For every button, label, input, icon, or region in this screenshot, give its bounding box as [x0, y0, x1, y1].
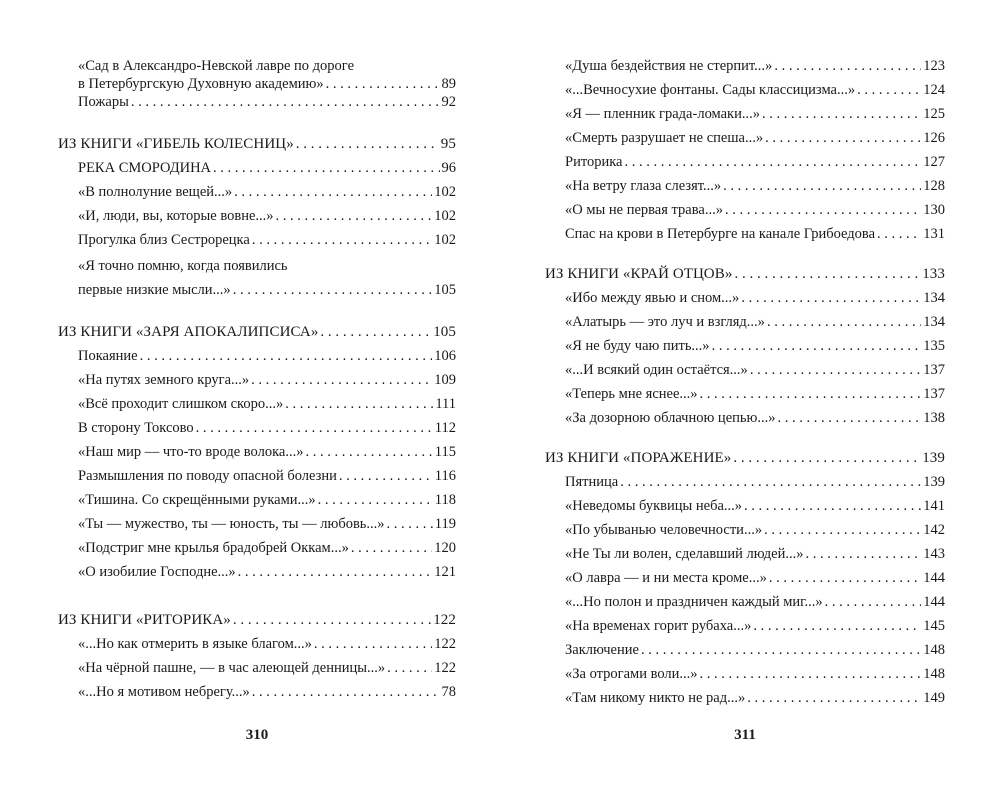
toc-entry-title: «...И всякий один остаётся...» [565, 362, 748, 378]
toc-entry-page: 112 [434, 420, 456, 436]
toc-entry[interactable] [545, 153, 945, 171]
toc-entry[interactable] [58, 515, 456, 533]
toc-entry-page: 96 [441, 160, 456, 176]
toc-entry[interactable] [58, 207, 456, 225]
toc-entry[interactable] [58, 491, 456, 509]
toc-entry-page: 109 [434, 372, 456, 388]
toc-entry-title: Пожары [78, 94, 129, 110]
toc-entry-title: «В полнолуние вещей...» [78, 184, 233, 200]
toc-entry-page: 145 [923, 618, 945, 634]
toc-entry[interactable] [545, 545, 945, 563]
toc-section-heading[interactable] [58, 611, 456, 629]
toc-entry-page: 137 [923, 362, 945, 378]
toc-entry-page: 141 [923, 498, 945, 514]
toc-entry-page: 124 [923, 82, 945, 98]
toc-entry-page: 102 [434, 232, 456, 248]
dot-leader [777, 409, 921, 427]
toc-entry-page: 106 [434, 348, 456, 364]
toc-entry[interactable] [58, 563, 456, 581]
dot-leader [326, 75, 440, 93]
toc-entry[interactable] [545, 409, 945, 427]
section-title: ИЗ КНИГИ «РИТОРИКА» [58, 612, 231, 628]
dot-leader [314, 635, 432, 653]
toc-entry[interactable] [545, 81, 945, 99]
dot-leader [741, 289, 921, 307]
section-title: ИЗ КНИГИ «ЗАРЯ АПОКАЛИПСИСА» [58, 324, 319, 340]
toc-entry-page: 120 [434, 540, 456, 556]
toc-entry-title: «О мы не первая трава...» [565, 202, 723, 218]
page-number: 311 [734, 727, 756, 743]
toc-section-heading[interactable] [58, 135, 456, 153]
toc-entry[interactable] [545, 57, 945, 75]
toc-entry-title: «Смерть разрушает не спеша...» [565, 130, 764, 146]
toc-entry-page: 92 [441, 94, 456, 110]
dot-leader [233, 611, 431, 629]
toc-entry-page: 148 [923, 642, 945, 658]
toc-entry-title: в Петербургскую Духовную академию» [78, 76, 324, 92]
toc-entry-page: 122 [434, 660, 456, 676]
toc-entry-page: 102 [434, 184, 456, 200]
toc-entry-page: 135 [923, 338, 945, 354]
dot-leader [700, 665, 922, 683]
toc-section-heading[interactable] [58, 323, 456, 341]
toc-entry-page: 139 [923, 474, 945, 490]
toc-entry-title: «На путях земного круга...» [78, 372, 250, 388]
dot-leader [620, 473, 921, 491]
dot-leader [276, 207, 433, 225]
toc-entry[interactable] [58, 443, 456, 461]
toc-entry[interactable] [545, 385, 945, 403]
toc-entry-page: 123 [923, 58, 945, 74]
dot-leader [140, 347, 433, 365]
toc-entry-page: 119 [434, 516, 456, 532]
toc-entry-title: Прогулка близ Сестрорецка [78, 232, 250, 248]
toc-entry-title: «И, люди, вы, которые вовне...» [78, 208, 274, 224]
dot-leader [351, 539, 432, 557]
dot-leader [712, 337, 922, 355]
toc-entry-page: 134 [923, 290, 945, 306]
toc-entry-title: «Не Ты ли волен, сделавший людей...» [565, 546, 804, 562]
toc-entry-title: Пятница [565, 474, 619, 490]
toc-entry-page: 144 [923, 594, 945, 610]
dot-leader [723, 177, 921, 195]
toc-entry-title: «Алатырь — это луч и взгляд...» [565, 314, 765, 330]
toc-entry-page: 102 [434, 208, 456, 224]
toc-entry-page: 148 [923, 666, 945, 682]
toc-entry[interactable] [58, 159, 456, 177]
dot-leader [700, 385, 922, 403]
toc-entry-page: 111 [435, 396, 456, 412]
toc-entry-title: «Я — пленник града-ломаки...» [565, 106, 760, 122]
toc-entry-page: 121 [434, 564, 456, 580]
dot-leader [339, 467, 433, 485]
dot-leader [762, 105, 921, 123]
toc-entry-title: Покаяние [78, 348, 138, 364]
toc-entry-page: 138 [923, 410, 945, 426]
dot-leader [320, 323, 431, 341]
toc-entry[interactable] [545, 617, 945, 635]
toc-entry-title: «Неведомы буквицы неба...» [565, 498, 743, 514]
toc-section-heading[interactable] [545, 449, 945, 467]
toc-entry-page: 118 [434, 492, 456, 508]
toc-entry[interactable] [545, 177, 945, 195]
dot-leader [765, 129, 921, 147]
toc-entry[interactable] [545, 105, 945, 123]
toc-entry-page: 89 [441, 76, 456, 92]
dot-leader [318, 491, 433, 509]
toc-entry-title: «...Но как отмерить в языке благом...» [78, 636, 312, 652]
toc-entry-title: «На ветру глаза слезят...» [565, 178, 722, 194]
toc-entry[interactable] [545, 289, 945, 307]
toc-entry-page: 142 [923, 522, 945, 538]
dot-leader [733, 449, 920, 467]
dot-leader [747, 689, 921, 707]
toc-entry[interactable] [58, 467, 456, 485]
dot-leader [387, 515, 433, 533]
toc-entry-title: «На временах горит рубаха...» [565, 618, 752, 634]
toc-entry-page: 127 [923, 154, 945, 170]
section-title: ИЗ КНИГИ «ГИБЕЛЬ КОЛЕСНИЦ» [58, 136, 294, 152]
toc-entry[interactable] [545, 641, 945, 659]
toc-entry-title: РЕКА СМОРОДИНА [78, 160, 212, 176]
toc-entry[interactable] [545, 361, 945, 379]
toc-entry-title: Спас на крови в Петербурге на канале Грибоедова [565, 226, 876, 242]
toc-entry[interactable] [58, 281, 456, 299]
toc-entry-title: «Ибо между явью и сном...» [565, 290, 740, 306]
dot-leader [305, 443, 432, 461]
toc-entry-wrap-line [58, 257, 456, 275]
dot-leader [825, 593, 922, 611]
toc-entry[interactable] [545, 201, 945, 219]
toc-entry-title: Риторика [565, 154, 623, 170]
toc-entry-page: 122 [434, 636, 456, 652]
dot-leader [750, 361, 921, 379]
toc-entry[interactable] [58, 395, 456, 413]
section-page: 139 [922, 450, 945, 466]
toc-entry-page: 128 [923, 178, 945, 194]
toc-entry-page: 143 [923, 546, 945, 562]
dot-leader [753, 617, 921, 635]
toc-entry-title: «...Но я мотивом небрегу...» [78, 684, 250, 700]
dot-leader [387, 659, 432, 677]
toc-entry-title: «Я не буду чаю пить...» [565, 338, 710, 354]
toc-entry-title: «Там никому никто не рад...» [565, 690, 746, 706]
toc-entry[interactable] [58, 231, 456, 249]
section-title: ИЗ КНИГИ «КРАЙ ОТЦОВ» [545, 266, 733, 282]
section-page: 133 [922, 266, 945, 282]
toc-entry[interactable] [58, 371, 456, 389]
section-page: 95 [440, 136, 456, 152]
toc-entry-title: «...Но полон и праздничен каждый миг...» [565, 594, 823, 610]
toc-entry-title: «Теперь мне яснее...» [565, 386, 698, 402]
toc-entry-page: 149 [923, 690, 945, 706]
toc-entry-page: 126 [923, 130, 945, 146]
dot-leader [857, 81, 921, 99]
dot-leader [744, 497, 921, 515]
toc-entry-title: «О изобилие Господне...» [78, 564, 236, 580]
dot-leader [769, 569, 921, 587]
toc-entry-page: 116 [434, 468, 456, 484]
toc-entry-title: «По убыванью человечности...» [565, 522, 763, 538]
section-page: 105 [433, 324, 456, 340]
toc-entry[interactable] [545, 521, 945, 539]
toc-entry[interactable] [58, 75, 456, 93]
dot-leader [234, 183, 432, 201]
toc-entry[interactable] [545, 337, 945, 355]
dot-leader [285, 395, 433, 413]
toc-entry-title: «Всё проходит слишком скоро...» [78, 396, 284, 412]
dot-leader [296, 135, 439, 153]
toc-entry-wrap-line [58, 57, 456, 75]
toc-entry-title: «Душа бездействия не стерпит...» [565, 58, 773, 74]
dot-leader [774, 57, 921, 75]
toc-entry[interactable] [545, 473, 945, 491]
toc-entry-title: «О лавра — и ни места кроме...» [565, 570, 767, 586]
dot-leader [251, 371, 432, 389]
toc-entry-title: «За дозорною облачною цепью...» [565, 410, 776, 426]
toc-entry[interactable] [58, 659, 456, 677]
toc-entry-page: 115 [434, 444, 456, 460]
dot-leader [213, 159, 439, 177]
toc-entry[interactable] [58, 539, 456, 557]
dot-leader [734, 265, 920, 283]
toc-entry-title: «За отрогами воли...» [565, 666, 698, 682]
toc-entry-title: Размышления по поводу опасной болезни [78, 468, 337, 484]
toc-entry-title-line1: «Сад в Александро-Невской лавре по дороге [78, 58, 355, 74]
section-title: ИЗ КНИГИ «ПОРАЖЕНИЕ» [545, 450, 732, 466]
toc-entry[interactable] [545, 225, 945, 243]
toc-entry[interactable] [545, 593, 945, 611]
toc-section-heading[interactable] [545, 265, 945, 283]
toc-entry[interactable] [58, 93, 456, 111]
dot-leader [806, 545, 922, 563]
toc-entry-title: Заключение [565, 642, 639, 658]
right-page [545, 0, 945, 800]
toc-entry-page: 105 [434, 282, 456, 298]
toc-entry[interactable] [58, 419, 456, 437]
toc-entry[interactable] [545, 569, 945, 587]
toc-entry-title: В сторону Токсово [78, 420, 194, 436]
toc-entry-page: 131 [923, 226, 945, 242]
toc-entry[interactable] [545, 689, 945, 707]
toc-entry[interactable] [58, 347, 456, 365]
dot-leader [252, 231, 432, 249]
left-page [58, 0, 456, 800]
toc-entry[interactable] [545, 665, 945, 683]
toc-entry-title: «Тишина. Со скрещёнными руками...» [78, 492, 316, 508]
dot-leader [233, 281, 433, 299]
toc-entry-page: 78 [441, 684, 456, 700]
toc-entry-page: 125 [923, 106, 945, 122]
toc-entry-title: «...Вечносухие фонтаны. Сады классицизма...» [565, 82, 856, 98]
toc-entry[interactable] [545, 497, 945, 515]
dot-leader [641, 641, 921, 659]
dot-leader [877, 225, 921, 243]
toc-entry[interactable] [58, 683, 456, 701]
toc-entry-title: «Ты — мужество, ты — юность, ты — любовь...» [78, 516, 385, 532]
dot-leader [252, 683, 440, 701]
toc-entry[interactable] [545, 313, 945, 331]
dot-leader [764, 521, 921, 539]
toc-entry-page: 134 [923, 314, 945, 330]
toc-entry-page: 144 [923, 570, 945, 586]
dot-leader [725, 201, 921, 219]
toc-entry-title: «На чёрной пашне, — в час алеющей денницы...» [78, 660, 386, 676]
toc-entry-title: первые низкие мысли...» [78, 282, 231, 298]
toc-entry-title: «Наш мир — что-то вроде волока...» [78, 444, 304, 460]
toc-entry-page: 130 [923, 202, 945, 218]
dot-leader [131, 93, 440, 111]
toc-entry-title: «Подстриг мне крылья брадобрей Оккам...» [78, 540, 349, 556]
page-number: 310 [245, 727, 269, 743]
section-page: 122 [433, 612, 456, 628]
dot-leader [625, 153, 922, 171]
toc-entry-title-line1: «Я точно помню, когда появились [78, 258, 288, 274]
toc-entry[interactable] [58, 635, 456, 653]
dot-leader [238, 563, 433, 581]
toc-entry[interactable] [545, 129, 945, 147]
toc-entry-page: 137 [923, 386, 945, 402]
dot-leader [767, 313, 921, 331]
toc-entry[interactable] [58, 183, 456, 201]
dot-leader [196, 419, 433, 437]
